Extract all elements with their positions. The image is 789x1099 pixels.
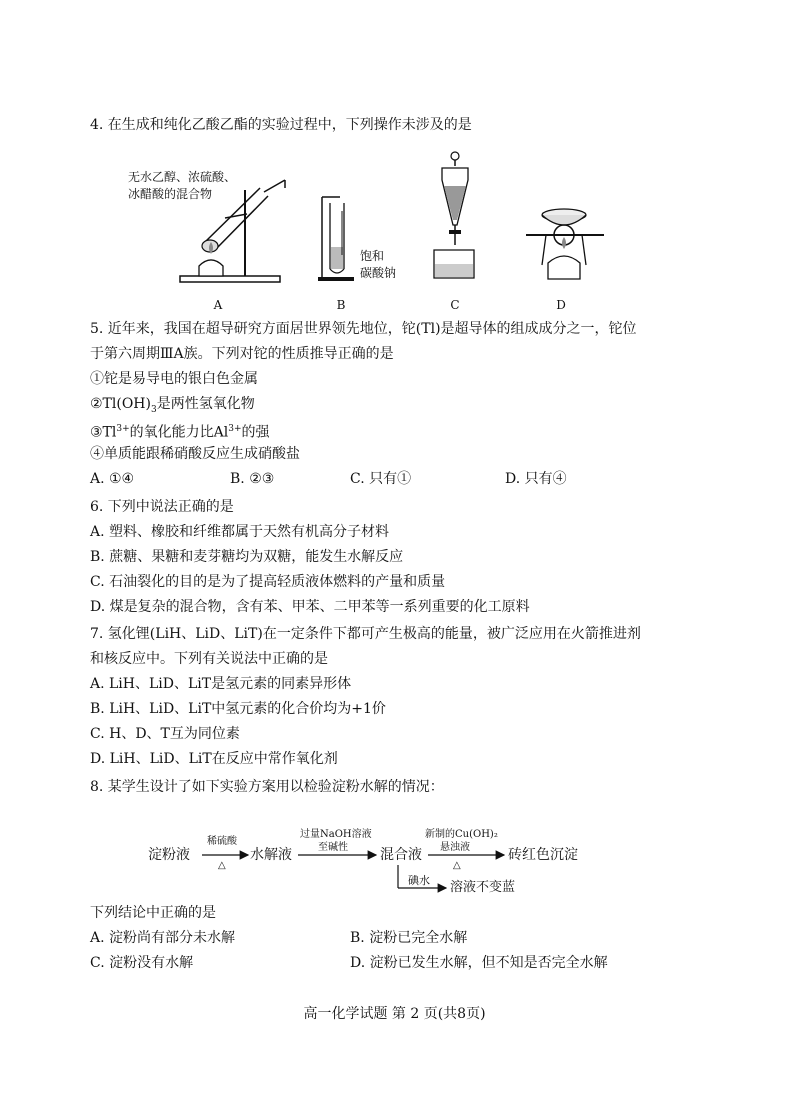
q8-stem: 8. 某学生设计了如下实验方案用以检验淀粉水解的情况： xyxy=(90,779,444,795)
q5-item-1: ①铊是易导电的银白色金属 xyxy=(90,371,258,387)
q5-stem-line2: 于第六周期ⅢA族。下列对铊的性质推导正确的是 xyxy=(90,346,394,362)
q5-option-a: A. ①④ xyxy=(90,471,135,487)
apparatus-label-a: A xyxy=(213,298,223,312)
flow-node2: 混合液 xyxy=(380,847,422,863)
flow-branch-label: 碘水 xyxy=(408,874,430,887)
flow-step3-bottom1: 悬浊液 xyxy=(440,842,470,853)
apparatus-label-b: B xyxy=(336,298,346,312)
q6-option-a: A. 塑料、橡胶和纤维都属于天然有机高分子材料 xyxy=(90,524,390,540)
flow-step1-bottom: △ xyxy=(218,860,226,871)
q5-option-b: B. ②③ xyxy=(230,471,275,487)
flow-node1: 水解液 xyxy=(250,847,292,863)
q7-stem-line1: 7. 氢化锂(LiH、LiD、LiT)在一定条件下都可产生极高的能量，被广泛应用在火箭推进剂 xyxy=(90,626,641,642)
q7-option-d: D. LiH、LiD、LiT在反应中常作氧化剂 xyxy=(90,751,338,767)
q6-stem: 6. 下列中说法正确的是 xyxy=(90,499,234,515)
apparatus-b-note-line1: 饱和 xyxy=(360,249,385,263)
apparatus-a-note-line1: 无水乙醇、浓硫酸、 xyxy=(128,170,237,184)
flow-step1-top: 稀硫酸 xyxy=(207,836,237,847)
q7-option-a: A. LiH、LiD、LiT是氢元素的同素异形体 xyxy=(90,676,352,692)
flow-branch-end: 溶液不变蓝 xyxy=(450,880,516,895)
q8-option-a: A. 淀粉尚有部分未水解 xyxy=(90,930,236,946)
q8-option-d: D. 淀粉已发生水解，但不知是否完全水解 xyxy=(350,955,608,971)
page-footer: 高一化学试题 第 2 页(共8页) xyxy=(303,1006,486,1022)
flow-step3-bottom2: △ xyxy=(453,860,461,871)
q7-option-b: B. LiH、LiD、LiT中氢元素的化合价均为+1价 xyxy=(90,701,386,717)
q5-item-2: $②Tl(OH)_3$是两性氢氧化物 xyxy=(90,396,255,415)
flow-step2-bottom: 至碱性 xyxy=(318,842,348,853)
q7-option-c: C. H、D、T互为同位素 xyxy=(90,726,240,742)
q8-option-c: C. 淀粉没有水解 xyxy=(90,955,194,971)
flow-step3-top: 新制的Cu(OH)₂ xyxy=(425,829,498,840)
q6-option-c: C. 石油裂化的目的是为了提高轻质液体燃料的产量和质量 xyxy=(90,574,446,590)
q5-stem-line1: 5. 近年来，我国在超导研究方面居世界领先地位，铊(Tl)是超导体的组成成分之一，铊位 xyxy=(90,321,637,337)
q8-conclusion: 下列结论中正确的是 xyxy=(90,905,216,921)
q4-stem: 4. 在生成和纯化乙酸乙酯的实验过程中，下列操作未涉及的是 xyxy=(90,117,472,133)
apparatus-label-d: D xyxy=(556,298,566,312)
q5-option-c: C. 只有① xyxy=(350,471,412,487)
q7-stem-line2: 和核反应中。下列有关说法中正确的是 xyxy=(90,651,328,667)
apparatus-label-c: C xyxy=(450,298,460,312)
q8-option-b: B. 淀粉已完全水解 xyxy=(350,930,468,946)
q6-option-b: B. 蔗糖、果糖和麦芽糖均为双糖，能发生水解反应 xyxy=(90,549,404,565)
q6-option-d: D. 煤是复杂的混合物，含有苯、甲苯、二甲苯等一系列重要的化工原料 xyxy=(90,599,530,615)
flow-end: 砖红色沉淀 xyxy=(508,847,578,863)
apparatus-b-note-line2: 碳酸钠 xyxy=(360,266,397,280)
q5-item-4: ④单质能跟稀硝酸反应生成硝酸盐 xyxy=(90,446,300,462)
flow-start: 淀粉液 xyxy=(148,847,190,863)
q5-option-d: D. 只有④ xyxy=(505,471,567,487)
q5-item-3: $③Tl^{3+}$的氧化能力比$Al^{3+}$的强 xyxy=(90,424,270,441)
apparatus-a-note-line2: 冰醋酸的混合物 xyxy=(128,187,213,201)
flow-step2-top: 过量NaOH溶液 xyxy=(300,829,372,840)
